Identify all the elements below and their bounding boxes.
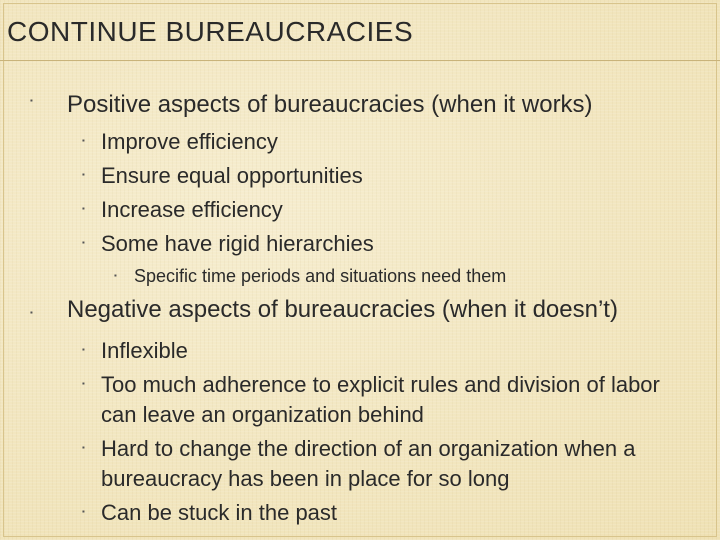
list-item: Can be stuck in the past bbox=[101, 500, 338, 525]
bullet-icon: ▪ bbox=[82, 345, 85, 354]
list-item: Increase efficiency bbox=[101, 197, 283, 222]
bullet-icon: ▪ bbox=[114, 271, 117, 280]
bullet-icon: ▪ bbox=[82, 379, 85, 388]
list-item: Too much adherence to explicit rules and division of labor bbox=[101, 372, 660, 397]
list-item-continuation: can leave an organization behind bbox=[101, 402, 424, 427]
bullet-icon: ▪ bbox=[30, 308, 33, 317]
list-item: Inflexible bbox=[101, 338, 188, 363]
bullet-icon: ▪ bbox=[82, 507, 85, 516]
bullet-icon: ▪ bbox=[82, 204, 85, 213]
list-item: Improve efficiency bbox=[101, 129, 278, 154]
bullet-icon: ▪ bbox=[30, 96, 33, 105]
bullet-icon: ▪ bbox=[82, 136, 85, 145]
section-heading-negative: Negative aspects of bureaucracies (when it doesn’t) bbox=[67, 296, 618, 323]
bullet-icon: ▪ bbox=[82, 170, 85, 179]
list-item-continuation: bureaucracy has been in place for so long bbox=[101, 466, 510, 491]
list-item: Some have rigid hierarchies bbox=[101, 231, 374, 256]
slide-title: CONTINUE BUREAUCRACIES bbox=[7, 16, 414, 47]
list-item: Hard to change the direction of an organization when a bbox=[101, 436, 636, 461]
section-heading-positive: Positive aspects of bureaucracies (when it works) bbox=[67, 91, 593, 118]
bullet-icon: ▪ bbox=[82, 443, 85, 452]
list-item: Ensure equal opportunities bbox=[101, 163, 363, 188]
sub-list-item: Specific time periods and situations need them bbox=[134, 266, 507, 286]
bullet-icon: ▪ bbox=[82, 238, 85, 247]
